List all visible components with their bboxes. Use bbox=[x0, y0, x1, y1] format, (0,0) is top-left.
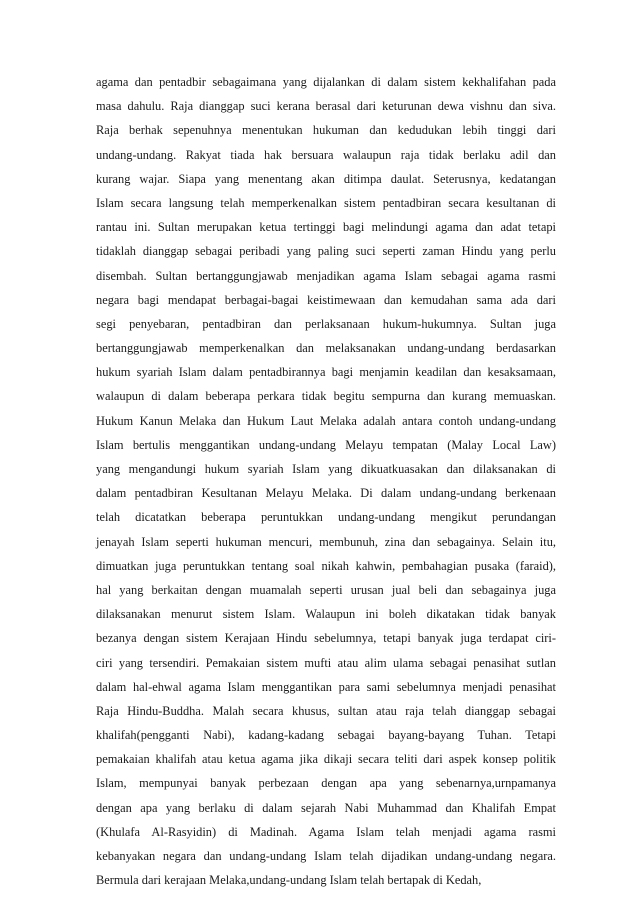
text-line: dalam pentadbiran Kesultanan Melayu Melaka. Di dalam undang-undang berkenaan bbox=[96, 486, 556, 501]
text-line: disembah. Sultan bertanggungjawab menjadikan agama Islam sebagai agama rasmi bbox=[96, 268, 556, 283]
text-line: Islam, mempunyai banyak perbezaan dengan apa yang sebenarnya,urnpamanya bbox=[96, 776, 556, 791]
text-line: dalam hal-ehwal agama Islam menggantikan para sami sebelumnya menjadi penasihat bbox=[96, 679, 556, 694]
text-line: hal yang berkaitan dengan muamalah seperti urusan jual beli dan sebagainya juga bbox=[96, 582, 556, 597]
text-line: bezanya dengan sistem Kerajaan Hindu sebelumnya, tetapi banyak juga terdapat ciri- bbox=[96, 631, 556, 646]
text-line: rantau ini. Sultan merupakan ketua tertinggi bagi melindungi agama dan adat tetapi bbox=[96, 220, 556, 235]
text-line: Hukum Kanun Melaka dan Hukum Laut Melaka adalah antara contoh undang-undang bbox=[96, 413, 556, 428]
text-line: Raja Hindu-Buddha. Malah secara khusus, sultan atau raja telah dianggap sebagai bbox=[96, 703, 556, 718]
text-line: dengan apa yang berlaku di dalam sejarah Nabi Muhammad dan Khalifah Empat bbox=[96, 800, 556, 815]
text-line: walaupun di dalam beberapa perkara tidak begitu sempurna dan kurang memuaskan. bbox=[96, 389, 556, 404]
text-line: undang-undang. Rakyat tiada hak bersuara walaupun raja tidak berlaku adil dan bbox=[96, 147, 556, 162]
text-line: kebanyakan negara dan undang-undang Islam telah dijadikan undang-undang negara. bbox=[96, 849, 556, 863]
text-line: masa dahulu. Raja dianggap suci kerana berasal dari keturunan dewa vishnu dan siva. bbox=[96, 99, 556, 114]
text-line: jenayah Islam seperti hukuman mencuri, membunuh, zina dan sebagainya. Selain itu, bbox=[96, 534, 556, 549]
text-line: telah dicatatkan beberapa peruntukkan undang-undang mengikut perundangan bbox=[96, 510, 556, 525]
text-line: yang mengandungi hukum syariah Islam yang dikuatkuasakan dan dilaksanakan di bbox=[96, 462, 556, 476]
text-line: Raja berhak sepenuhnya menentukan hukuman dan kedudukan lebih tinggi dari bbox=[96, 123, 556, 138]
text-line: khalifah(pengganti Nabi), kadang-kadang sebagai bayang-bayang Tuhan. Tetapi bbox=[96, 728, 556, 743]
text-line: ciri yang tersendiri. Pemakaian sistem mufti atau alim ulama sebagai penasihat sutlan bbox=[96, 655, 556, 670]
text-line: Islam secara langsung telah memperkenalkan sistem pentadbiran secara kesultanan di bbox=[96, 195, 556, 210]
text-line: Islam bertulis menggantikan undang-undang Melayu tempatan (Malay Local Law) bbox=[96, 437, 556, 452]
text-line: hukum syariah Islam dalam pentadbirannya bagi menjamin keadilan dan kesaksamaan, bbox=[96, 365, 556, 380]
body-paragraph bbox=[96, 70, 556, 892]
text-line: pemakaian khalifah atau ketua agama jika dikaji secara teliti dari aspek konsep politik bbox=[96, 752, 556, 767]
text-line: Bermula dari kerajaan Melaka,undang-undang Islam telah bertapak di Kedah, bbox=[96, 873, 482, 888]
text-line: dilaksanakan menurut sistem Islam. Walaupun ini boleh dikatakan tidak banyak bbox=[96, 607, 556, 622]
text-line: dimuatkan juga peruntukkan tentang soal nikah kahwin, pembahagian pusaka (faraid), bbox=[96, 558, 556, 573]
text-line: negara bagi mendapat berbagai-bagai keistimewaan dan kemudahan sama ada dari bbox=[96, 292, 556, 307]
text-line: tidaklah dianggap sebagai peribadi yang paling suci seperti zaman Hindu yang perlu bbox=[96, 244, 556, 259]
text-line: agama dan pentadbir sebagaimana yang dijalankan di dalam sistem kekhalifahan pada bbox=[96, 75, 556, 89]
text-line: kurang wajar. Siapa yang menentang akan ditimpa daulat. Seterusnya, kedatangan bbox=[96, 171, 556, 186]
text-line: (Khulafa Al-Rasyidin) di Madinah. Agama Islam telah menjadi agama rasmi bbox=[96, 824, 556, 839]
text-line: bertanggungjawab memperkenalkan dan melaksanakan undang-undang berdasarkan bbox=[96, 341, 556, 356]
text-line: segi penyebaran, pentadbiran dan perlaksanaan hukum-hukumnya. Sultan juga bbox=[96, 316, 556, 331]
